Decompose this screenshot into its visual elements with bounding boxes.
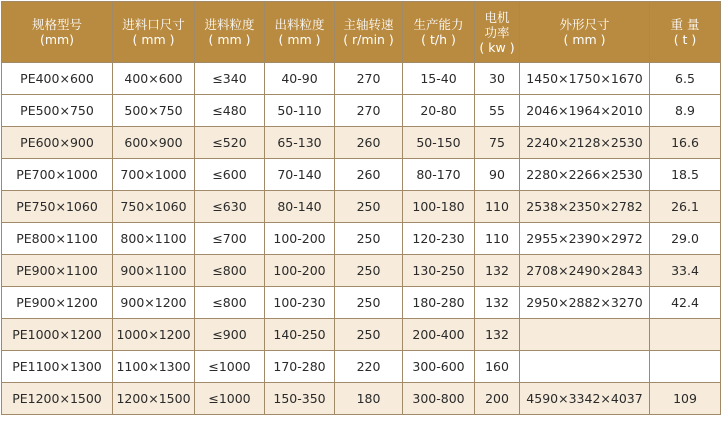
header-feed-size: 进料粒度 ( mm ) bbox=[195, 2, 265, 63]
cell-dimensions bbox=[520, 351, 650, 383]
cell-motor-power: 132 bbox=[475, 255, 520, 287]
cell-dimensions: 2240×2128×2530 bbox=[520, 127, 650, 159]
cell-discharge-size: 65-130 bbox=[265, 127, 335, 159]
cell-feed-size: ≤520 bbox=[195, 127, 265, 159]
cell-motor-power: 30 bbox=[475, 63, 520, 95]
cell-discharge-size: 150-350 bbox=[265, 383, 335, 415]
cell-feed-opening: 500×750 bbox=[113, 95, 195, 127]
cell-feed-opening: 1100×1300 bbox=[113, 351, 195, 383]
header-model: 规格型号 (mm) bbox=[2, 2, 113, 63]
cell-capacity: 130-250 bbox=[403, 255, 475, 287]
cell-capacity: 300-600 bbox=[403, 351, 475, 383]
cell-model: PE400×600 bbox=[2, 63, 113, 95]
header-motor-power: 电机 功率 ( kw ) bbox=[475, 2, 520, 63]
cell-discharge-size: 50-110 bbox=[265, 95, 335, 127]
table-row bbox=[2, 63, 721, 95]
cell-discharge-size: 170-280 bbox=[265, 351, 335, 383]
cell-model: PE700×1000 bbox=[2, 159, 113, 191]
cell-motor-power: 200 bbox=[475, 383, 520, 415]
cell-motor-power: 75 bbox=[475, 127, 520, 159]
cell-shaft-speed: 250 bbox=[335, 287, 403, 319]
cell-feed-size: ≤700 bbox=[195, 223, 265, 255]
table-row bbox=[2, 287, 721, 319]
cell-capacity: 200-400 bbox=[403, 319, 475, 351]
cell-feed-opening: 700×1000 bbox=[113, 159, 195, 191]
cell-feed-size: ≤480 bbox=[195, 95, 265, 127]
cell-model: PE800×1100 bbox=[2, 223, 113, 255]
table-row bbox=[2, 95, 721, 127]
header-row bbox=[2, 2, 721, 63]
table-row bbox=[2, 159, 721, 191]
cell-model: PE1200×1500 bbox=[2, 383, 113, 415]
cell-capacity: 15-40 bbox=[403, 63, 475, 95]
cell-feed-opening: 800×1100 bbox=[113, 223, 195, 255]
cell-dimensions: 2955×2390×2972 bbox=[520, 223, 650, 255]
cell-shaft-speed: 250 bbox=[335, 191, 403, 223]
cell-discharge-size: 80-140 bbox=[265, 191, 335, 223]
cell-feed-size: ≤800 bbox=[195, 287, 265, 319]
cell-feed-opening: 600×900 bbox=[113, 127, 195, 159]
cell-capacity: 80-170 bbox=[403, 159, 475, 191]
table-row bbox=[2, 223, 721, 255]
header-dimensions: 外形尺寸 ( mm ) bbox=[520, 2, 650, 63]
cell-dimensions: 1450×1750×1670 bbox=[520, 63, 650, 95]
table-row bbox=[2, 191, 721, 223]
cell-motor-power: 160 bbox=[475, 351, 520, 383]
cell-capacity: 180-280 bbox=[403, 287, 475, 319]
cell-shaft-speed: 260 bbox=[335, 127, 403, 159]
cell-weight: 26.1 bbox=[650, 191, 721, 223]
table-row bbox=[2, 127, 721, 159]
cell-weight: 42.4 bbox=[650, 287, 721, 319]
cell-shaft-speed: 260 bbox=[335, 159, 403, 191]
cell-dimensions: 2708×2490×2843 bbox=[520, 255, 650, 287]
cell-feed-size: ≤600 bbox=[195, 159, 265, 191]
cell-feed-opening: 1000×1200 bbox=[113, 319, 195, 351]
cell-dimensions: 2046×1964×2010 bbox=[520, 95, 650, 127]
cell-motor-power: 90 bbox=[475, 159, 520, 191]
cell-discharge-size: 100-200 bbox=[265, 255, 335, 287]
jaw-crusher-spec-table bbox=[1, 1, 721, 415]
cell-motor-power: 110 bbox=[475, 191, 520, 223]
table-row bbox=[2, 351, 721, 383]
header-feed-opening: 进料口尺寸 ( mm ) bbox=[113, 2, 195, 63]
cell-feed-opening: 900×1200 bbox=[113, 287, 195, 319]
cell-capacity: 50-150 bbox=[403, 127, 475, 159]
cell-weight: 8.9 bbox=[650, 95, 721, 127]
header-weight: 重 量 ( t ) bbox=[650, 2, 721, 63]
cell-weight: 33.4 bbox=[650, 255, 721, 287]
cell-capacity: 300-800 bbox=[403, 383, 475, 415]
cell-capacity: 20-80 bbox=[403, 95, 475, 127]
cell-dimensions: 4590×3342×4037 bbox=[520, 383, 650, 415]
cell-dimensions bbox=[520, 319, 650, 351]
cell-discharge-size: 40-90 bbox=[265, 63, 335, 95]
cell-dimensions: 2280×2266×2530 bbox=[520, 159, 650, 191]
header-capacity: 生产能力 ( t/h ) bbox=[403, 2, 475, 63]
cell-model: PE750×1060 bbox=[2, 191, 113, 223]
cell-shaft-speed: 250 bbox=[335, 319, 403, 351]
cell-model: PE600×900 bbox=[2, 127, 113, 159]
cell-weight: 6.5 bbox=[650, 63, 721, 95]
cell-shaft-speed: 270 bbox=[335, 63, 403, 95]
cell-weight bbox=[650, 319, 721, 351]
cell-shaft-speed: 220 bbox=[335, 351, 403, 383]
cell-feed-opening: 400×600 bbox=[113, 63, 195, 95]
cell-weight: 29.0 bbox=[650, 223, 721, 255]
cell-feed-opening: 900×1100 bbox=[113, 255, 195, 287]
cell-model: PE500×750 bbox=[2, 95, 113, 127]
cell-feed-size: ≤900 bbox=[195, 319, 265, 351]
cell-model: PE900×1200 bbox=[2, 287, 113, 319]
cell-shaft-speed: 270 bbox=[335, 95, 403, 127]
cell-motor-power: 132 bbox=[475, 319, 520, 351]
cell-feed-opening: 750×1060 bbox=[113, 191, 195, 223]
cell-discharge-size: 100-200 bbox=[265, 223, 335, 255]
table-row bbox=[2, 255, 721, 287]
cell-weight: 109 bbox=[650, 383, 721, 415]
header-shaft-speed: 主轴转速 ( r/min ) bbox=[335, 2, 403, 63]
cell-weight bbox=[650, 351, 721, 383]
cell-feed-opening: 1200×1500 bbox=[113, 383, 195, 415]
cell-shaft-speed: 250 bbox=[335, 255, 403, 287]
table-row bbox=[2, 383, 721, 415]
cell-discharge-size: 70-140 bbox=[265, 159, 335, 191]
cell-dimensions: 2950×2882×3270 bbox=[520, 287, 650, 319]
cell-weight: 16.6 bbox=[650, 127, 721, 159]
cell-feed-size: ≤1000 bbox=[195, 383, 265, 415]
cell-motor-power: 132 bbox=[475, 287, 520, 319]
header-discharge-size: 出料粒度 ( mm ) bbox=[265, 2, 335, 63]
cell-feed-size: ≤1000 bbox=[195, 351, 265, 383]
cell-dimensions: 2538×2350×2782 bbox=[520, 191, 650, 223]
cell-capacity: 120-230 bbox=[403, 223, 475, 255]
cell-model: PE1000×1200 bbox=[2, 319, 113, 351]
cell-model: PE900×1100 bbox=[2, 255, 113, 287]
cell-motor-power: 55 bbox=[475, 95, 520, 127]
cell-discharge-size: 100-230 bbox=[265, 287, 335, 319]
cell-feed-size: ≤800 bbox=[195, 255, 265, 287]
cell-feed-size: ≤340 bbox=[195, 63, 265, 95]
cell-shaft-speed: 180 bbox=[335, 383, 403, 415]
cell-motor-power: 110 bbox=[475, 223, 520, 255]
cell-model: PE1100×1300 bbox=[2, 351, 113, 383]
cell-discharge-size: 140-250 bbox=[265, 319, 335, 351]
cell-weight: 18.5 bbox=[650, 159, 721, 191]
cell-capacity: 100-180 bbox=[403, 191, 475, 223]
cell-shaft-speed: 250 bbox=[335, 223, 403, 255]
table-row bbox=[2, 319, 721, 351]
cell-feed-size: ≤630 bbox=[195, 191, 265, 223]
